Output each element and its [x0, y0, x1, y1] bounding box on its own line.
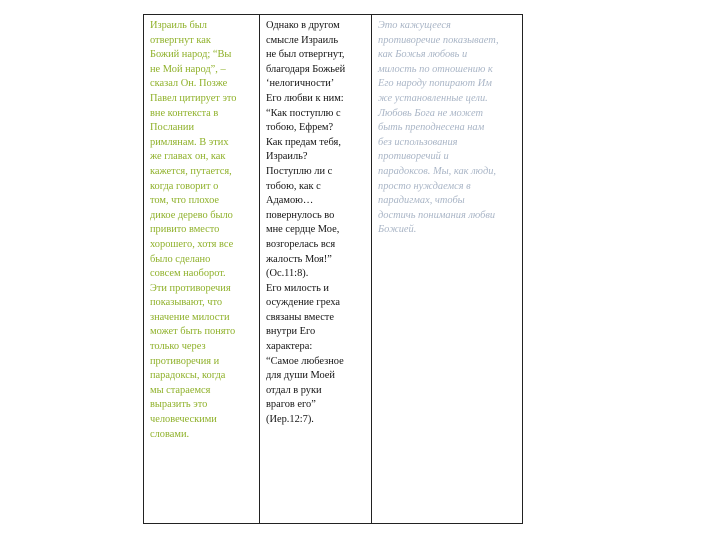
column-israel-rejected: Израиль был отвергнут как Божий народ; “Вы не Мой народ”, – сказал Он. Позже Павел цитирует это вне контекста в Послании римлянам. В этих же главах он, как кажется, путается, когда говорит о том, что плохое дикое дерево было привито вместо хорошего, хотя все было сделано совсем наоборот. Эти противоречия показывают, что значение милости может быть понято только через противоречия и парадоксы, когда мы стараемся выразить это человеческими словами. [144, 15, 260, 523]
comparison-table [143, 14, 523, 524]
column-apparent-contradiction: Это кажущееся противоречие показывает, как Божья любовь и милость по отношению к Его народу попирают Им же установленные цели. Любовь Бога не может быть преподнесена нам без использования противоречий и парадоксов. Мы, как люди, просто нуждаемся в парадигмах, чтобы достичь понимания любви Божией. [378, 20, 499, 236]
column-israel-not-rejected: Однако в другом смысле Израиль не был отвергнут, благодаря Божьей ‘нелогичности’ Его любви к ним: “Как поступлю с тобою, Ефрем? Как предам тебя, Израиль? Поступлю ли с тобою, как с Адамою… повернулось во мне сердце Мое, возгорелась вся жалость Моя!” (Ос.11:8). Его милость и осуждение греха связаны вместе внутри Его характера: “Самое любезное для души Моей отдал в руки врагов его” (Иер.12:7). [260, 15, 372, 523]
